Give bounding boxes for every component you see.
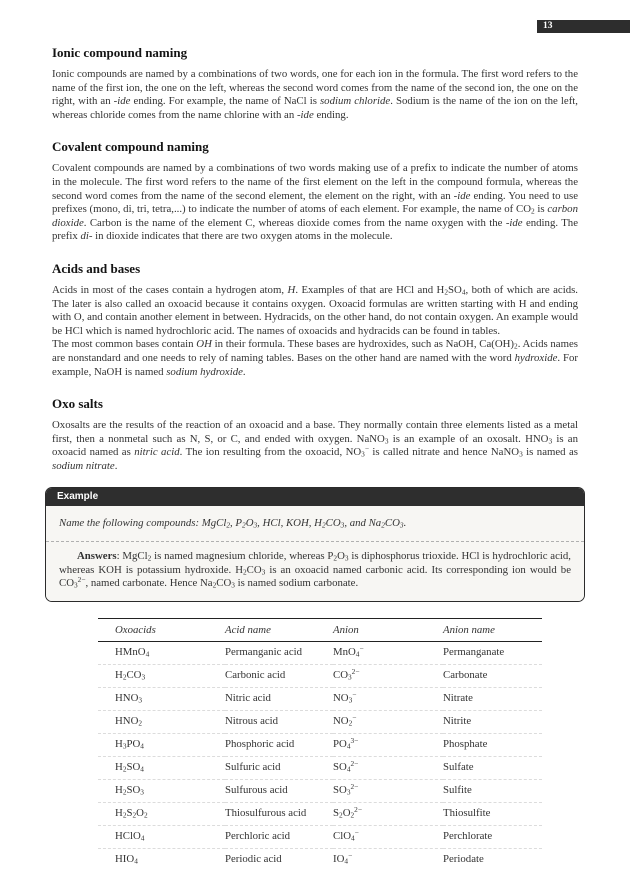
example-question: Name the following compounds: MgCl$_2$, $P_2O_3$, HCl, KOH, $H_2CO_3$, and $Na_2CO_3$.: [59, 517, 407, 531]
example-box: [45, 487, 585, 601]
table-cell: ClO$_4$−: [333, 825, 443, 848]
table-row: [98, 710, 542, 733]
section-oxo-salts: [52, 396, 578, 473]
table-cell: $NO_3^-$: [333, 687, 443, 710]
table-cell: $SO_3^{2-}$: [333, 779, 443, 802]
table-row: [98, 825, 542, 848]
example-box-body: [46, 506, 584, 600]
column-header-anion-name: Anion name: [443, 618, 542, 641]
example-box-title: Example: [46, 488, 584, 506]
table-cell: Perchlorate: [443, 825, 542, 848]
example-divider: [46, 541, 584, 542]
table-cell: Carbonic acid: [225, 664, 333, 687]
table-cell: Thiosulfurous acid: [225, 802, 333, 825]
table-cell: Nitric acid: [225, 687, 333, 710]
table-cell: $H_2CO_3$: [98, 664, 225, 687]
section-covalent-compound-naming: [52, 139, 578, 244]
table-cell: Phosphate: [443, 733, 542, 756]
table-cell: $IO_4^-$: [333, 848, 443, 871]
table-cell: $H_2S_2O_2$: [98, 802, 225, 825]
table-row: [98, 756, 542, 779]
table-row: [98, 687, 542, 710]
page-number: 13: [543, 21, 553, 31]
table-cell: Periodate: [443, 848, 542, 871]
section-heading: Ionic compound naming: [52, 45, 188, 60]
example-answer: Answers: MgCl$_2$ is named magnesium chloride, whereas $P_2O_3$ is diphosphorus trioxide. HCl is hydrochloric acid, whereas KOH is potassium hydroxide. $H_2CO_3$ is an oxoacid named carbonic acid. Its corresponding ion would be $CO_3^{2-}$, named carbonate. Hence $Na_2CO_3$ is named sodium carbonate.: [59, 550, 571, 590]
table-header-row: [98, 618, 542, 641]
section-heading: Acids and bases: [52, 260, 141, 276]
table-cell: $HIO_4$: [98, 848, 225, 871]
table-cell: Nitrite: [443, 710, 542, 733]
table-body: [98, 641, 542, 871]
page-number-badge: [537, 20, 630, 33]
table-cell: $H_3PO_4$: [98, 733, 225, 756]
section-heading: Oxo salts: [52, 396, 103, 412]
table-cell: Sulfurous acid: [225, 779, 333, 802]
table-row: [98, 664, 542, 687]
oxoacids-table: [98, 618, 542, 871]
table-cell: Permanganic acid: [225, 646, 303, 659]
section-heading: Covalent compound naming: [52, 139, 209, 155]
table-cell: $NO_2^-$: [333, 710, 443, 733]
section-ionic-compound-naming: [52, 45, 578, 122]
table-cell: $S_2O_2^{2-}$: [333, 802, 443, 825]
table-cell: HClO$_4$: [98, 825, 225, 848]
paragraph: Oxosalts are the results of the reaction of an oxoacid and a base. They normally contain three elements listed as a metal first, then a nonmetal such as N, S, or C, and ended with oxygen. NaNO$_3$ is an example of an oxosalt. $HNO_3$ is an oxoacid named as nitric acid. The ion resulting from the oxoacid, $NO_3^-$ is called nitrate and hence NaNO$_3$ is named as sodium nitrate.: [52, 419, 578, 472]
paragraph: Acids in most of the cases contain a hydrogen atom, H. Examples of that are HCl and $H_2SO_4$, both of which are acids. The later is also called an oxoacid because it contains oxygen. Oxoacid formulas are written starting with H and ending with O, and contain another element in between. Hydracids, on the other hand, do not contain oxygen. An example would be HCl which is named hydrochloric acid. The names of oxoacids and hydracids can be found in tables.: [52, 283, 579, 337]
table-cell: $PO_4^{3-}$: [333, 733, 443, 756]
table-cell: $HNO_2$: [98, 710, 225, 733]
table-cell: Nitrate: [443, 687, 542, 710]
table-cell: Perchloric acid: [225, 825, 333, 848]
table-cell: Thiosulfite: [443, 802, 542, 825]
table-cell: Sulfate: [443, 756, 542, 779]
table-row: [98, 802, 542, 825]
table-cell: $CO_3^{2-}$: [333, 664, 443, 687]
paragraph: Ionic compounds are named by a combinations of two words, one for each ion in the formula. The first word refers to the name of the first ion, the one on the left, whereas the second word comes from the name of the second ion, the one on the right, with an -ide ending. For example, the name of NaCl is sodium chloride. Sodium is the name of the ion on the left, whereas chloride comes from the name chlorine with an -ide ending.: [52, 68, 578, 121]
column-header-anion: Anion: [333, 618, 443, 641]
table-cell: $SO_4^{2-}$: [333, 756, 443, 779]
table-cell: Carbonate: [443, 664, 542, 687]
table-cell: Nitrous acid: [225, 710, 333, 733]
table-cell: $H_2SO_4$: [98, 756, 225, 779]
table-cell: $H_2SO_3$: [98, 779, 225, 802]
page-content: [52, 45, 578, 871]
table-cell: Periodic acid: [225, 848, 333, 871]
table-row: [98, 848, 542, 871]
column-header-acid-name: Acid name: [225, 618, 333, 641]
table-cell: Sulfite: [443, 779, 542, 802]
table-cell: HMnO$_4$: [115, 646, 150, 659]
table-cell: Phosphoric acid: [225, 733, 333, 756]
table-cell: Sulfuric acid: [225, 756, 333, 779]
column-header-oxoacids: Oxoacids: [98, 618, 225, 641]
table-row: [98, 779, 542, 802]
table-cell: $HNO_3$: [98, 687, 225, 710]
paragraph: Covalent compounds are named by a combinations of two words making use of a prefix to indicate the number of atoms in the molecule. The first word refers to the name of the first element on the left in the compound formula, whereas the second word comes from the name of the second element, the element on the right, with an -ide ending. You need to use prefixes (mono, di, tri, tetra,...) to indicate the number of atoms of each element. For example, the name of $CO_2$ is carbon dioxide. Carbon is the name of the element C, whereas dioxide comes from the name oxygen with the -ide ending. The prefix di- in dioxide indicates that there are two oxygen atoms in the molecule.: [52, 162, 579, 243]
table-cell: MnO$_4$−: [333, 644, 364, 659]
table-row: [98, 641, 542, 664]
paragraph: The most common bases contain OH in their formula. These bases are hydroxides, such as NaOH, $Ca(OH)_2$. Acids names are nonstandard and one needs to rely of naming tables. Bases on the other hand are named with the word hydroxide. For example, NaOH is named sodium hydroxide.: [52, 338, 578, 378]
table-row: [98, 733, 542, 756]
section-acids-and-bases: [52, 261, 578, 379]
table-cell: Permanganate: [443, 646, 505, 659]
